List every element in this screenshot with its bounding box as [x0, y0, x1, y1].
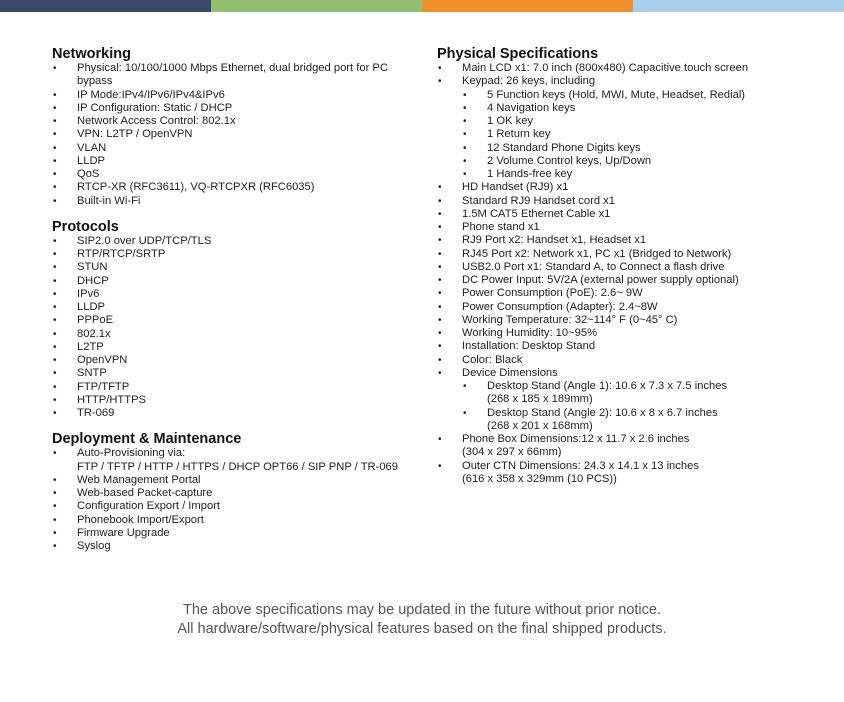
spec-item-text: • LLDP [77, 301, 105, 313]
spec-item [437, 433, 817, 460]
spec-subitem [437, 115, 817, 128]
spec-item-text: • RTP/RTCP/SRTP [77, 248, 166, 260]
spec-item [52, 314, 412, 327]
spec-item-text: • HTTP/HTTPS [77, 393, 146, 406]
spec-item-continuation: (268 x 185 x 189mm) [487, 393, 593, 406]
spec-item-continuation: (268 x 201 x 168mm) [487, 419, 593, 432]
spec-item-text: • Phone Box Dimensions:12 x 11.7 x 2.6 inches [462, 433, 690, 445]
spec-item [52, 447, 412, 474]
spec-item-text: • RJ9 Port x2: Handset x1, Headset x1 [462, 234, 647, 247]
spec-item-text: • OpenVPN [77, 354, 128, 366]
spec-item [52, 407, 412, 420]
spec-item-text: • Desktop Stand (Angle 2): 10.6 x 8 x 6.7 inches [487, 406, 718, 419]
spec-item-text: • VPN: L2TP / OpenVPN [77, 128, 193, 141]
spec-item-text: • USB2.0 Port x1: Standard A, to Connect a flash drive [462, 260, 725, 273]
spec-item-text: • SIP2.0 over UDP/TCP/TLS [77, 234, 212, 247]
spec-item-continuation: (304 x 297 x 66mm) [462, 446, 562, 459]
spec-item [52, 341, 412, 354]
spec-item-text: • QoS [77, 168, 100, 180]
spec-subitem [437, 168, 817, 181]
spec-item [52, 89, 412, 102]
spec-item [52, 514, 412, 527]
spec-item-text: • IP Configuration: Static / DHCP [77, 101, 233, 114]
spec-item [437, 195, 817, 208]
spec-item [52, 142, 412, 155]
section-protocols [52, 219, 412, 421]
spec-item-text: • Phonebook Import/Export [77, 513, 204, 526]
spec-item-text: • Keypad: 26 keys, including [462, 75, 596, 88]
spec-item [52, 62, 412, 89]
spec-subitem [437, 407, 817, 434]
spec-subitem [437, 142, 817, 155]
spec-item [437, 301, 817, 314]
spec-item-text: • DC Power Input: 5V/2A (external power supply optional) [462, 274, 739, 286]
spec-list [52, 62, 412, 208]
color-band-segment-3 [422, 0, 633, 12]
spec-item [437, 75, 817, 88]
spec-item-text: • RTCP-XR (RFC3611), VQ-RTCPXR (RFC6035) [77, 181, 315, 194]
color-band-segment-1 [0, 0, 211, 12]
spec-item-text: • Web Management Portal [77, 473, 201, 486]
spec-item [437, 327, 817, 340]
spec-list [437, 62, 817, 486]
spec-item-text: • 1 OK key [487, 115, 534, 127]
spec-item-continuation: bypass [77, 75, 113, 88]
spec-item-continuation: FTP / TFTP / HTTP / HTTPS / DHCP OPT66 / SIP PNP / TR-069 [77, 460, 398, 473]
spec-item-text: • STUN [77, 261, 108, 274]
color-band-segment-4 [633, 0, 844, 12]
spec-item [437, 367, 817, 380]
spec-item [52, 288, 412, 301]
section-title: Networking [52, 46, 131, 62]
spec-item [52, 301, 412, 314]
spec-item [52, 235, 412, 248]
section-title: Physical Specifications [437, 46, 599, 62]
spec-item [52, 381, 412, 394]
spec-item-continuation: (616 x 358 x 329mm (10 PCS)) [462, 472, 617, 485]
spec-item-text: • VLAN [77, 141, 107, 154]
spec-list [52, 447, 412, 553]
spec-item-text: • SNTP [77, 367, 107, 380]
spec-item [437, 248, 817, 261]
spec-item [52, 328, 412, 341]
spec-item [52, 354, 412, 367]
footer-line-2: All hardware/software/physical features based on the final shipped products. [177, 621, 667, 637]
spec-item-text: • Syslog [77, 540, 111, 552]
spec-item [437, 62, 817, 75]
spec-item [52, 168, 412, 181]
spec-item-text: • Built-in Wi-Fi [77, 194, 141, 207]
spec-item-text: • Working Humidity: 10~95% [462, 327, 598, 339]
spec-item-text: • LLDP [77, 154, 105, 167]
spec-item [437, 274, 817, 287]
spec-item [52, 487, 412, 500]
spec-item-text: • L2TP [77, 340, 104, 353]
spec-item-text: • 12 Standard Phone Digits keys [487, 141, 641, 154]
spec-item-text: • FTP/TFTP [77, 380, 130, 393]
spec-item-text: • HD Handset (RJ9) x1 [462, 181, 569, 194]
spec-item [52, 181, 412, 194]
spec-item-text: • Physical: 10/100/1000 Mbps Ethernet, dual bridged port for PC [77, 62, 388, 74]
spec-item [52, 527, 412, 540]
spec-item [52, 261, 412, 274]
spec-item [437, 354, 817, 367]
spec-item [52, 367, 412, 380]
spec-item [52, 394, 412, 407]
spec-item-text: • Phone stand x1 [462, 221, 540, 233]
color-band-segment-2 [211, 0, 422, 12]
spec-item-text: • RJ45 Port x2: Network x1, PC x1 (Bridged to Network) [462, 247, 732, 260]
spec-subitem [437, 128, 817, 141]
spec-item-text: • Configuration Export / Import [77, 500, 221, 513]
spec-item-text: • Network Access Control: 802.1x [77, 115, 236, 127]
spec-item [52, 195, 412, 208]
spec-item [437, 221, 817, 234]
spec-item [52, 275, 412, 288]
spec-item-text: • Installation: Desktop Stand [462, 340, 596, 353]
spec-item [437, 460, 817, 487]
spec-item-text: • Color: Black [462, 353, 523, 366]
spec-item-text: • 1 Return key [487, 128, 551, 141]
spec-item-text: • 5 Function keys (Hold, MWI, Mute, Headset, Redial) [487, 88, 746, 101]
spec-item [437, 340, 817, 353]
spec-item [437, 314, 817, 327]
section-deployment-maintenance [52, 431, 412, 553]
spec-item [52, 128, 412, 141]
spec-item [52, 540, 412, 553]
spec-item-text: • IPv6 [77, 287, 100, 300]
color-band [0, 0, 844, 12]
spec-item-text: • IP Mode:IPv4/IPv6/IPv4&IPv6 [77, 88, 225, 101]
spec-item-text: • TR-069 [77, 407, 115, 419]
spec-list [52, 235, 412, 421]
spec-item [52, 115, 412, 128]
footer-notice [0, 601, 844, 639]
right-column [437, 46, 817, 486]
spec-item [437, 287, 817, 300]
spec-item-text: • 2 Volume Control keys, Up/Down [487, 154, 652, 167]
spec-item-text: • Device Dimensions [462, 366, 558, 379]
spec-item-text: • 4 Navigation keys [487, 101, 576, 114]
spec-item-text: • 1.5M CAT5 Ethernet Cable x1 [462, 207, 611, 220]
spec-item-text: • 1 Hands-free key [487, 168, 573, 180]
spec-item [437, 181, 817, 194]
left-column [52, 46, 412, 553]
spec-subitem [437, 102, 817, 115]
spec-item [52, 102, 412, 115]
section-physical-specifications [437, 46, 817, 486]
footer-line-1: The above specifications may be updated in the future without prior notice. [183, 602, 661, 618]
spec-item-text: • DHCP [77, 274, 109, 287]
spec-subitem [437, 380, 817, 407]
spec-item [52, 155, 412, 168]
spec-item [52, 500, 412, 513]
spec-item-text: • Standard RJ9 Handset cord x1 [462, 194, 615, 207]
spec-item-text: • Firmware Upgrade [77, 526, 170, 539]
spec-item-text: • 802.1x [77, 327, 111, 340]
spec-subitem [437, 155, 817, 168]
spec-item-text: • Main LCD x1: 7.0 inch (800x480) Capacitive touch screen [462, 62, 749, 74]
spec-item-text: • Auto-Provisioning via: [77, 447, 186, 460]
spec-item [437, 234, 817, 247]
spec-item [52, 474, 412, 487]
spec-item-text: • Power Consumption (Adapter): 2.4~8W [462, 300, 658, 313]
section-title: Protocols [52, 218, 119, 235]
section-networking [52, 46, 412, 208]
spec-item [437, 208, 817, 221]
spec-item-text: • Web-based Packet-capture [77, 487, 213, 499]
spec-item [52, 248, 412, 261]
spec-item [437, 261, 817, 274]
spec-item-text: • PPPoE [77, 314, 114, 327]
section-title: Deployment & Maintenance [52, 431, 242, 448]
spec-item-text: • Working Temperature: 32~114° F (0~45° C) [462, 313, 678, 326]
spec-item-text: • Desktop Stand (Angle 1): 10.6 x 7.3 x 7.5 inches [487, 380, 728, 392]
spec-subitem [437, 89, 817, 102]
spec-item-text: • Outer CTN Dimensions: 24.3 x 14.1 x 13 inches [462, 459, 699, 472]
spec-item-text: • Power Consumption (PoE): 2.6~ 9W [462, 287, 643, 300]
